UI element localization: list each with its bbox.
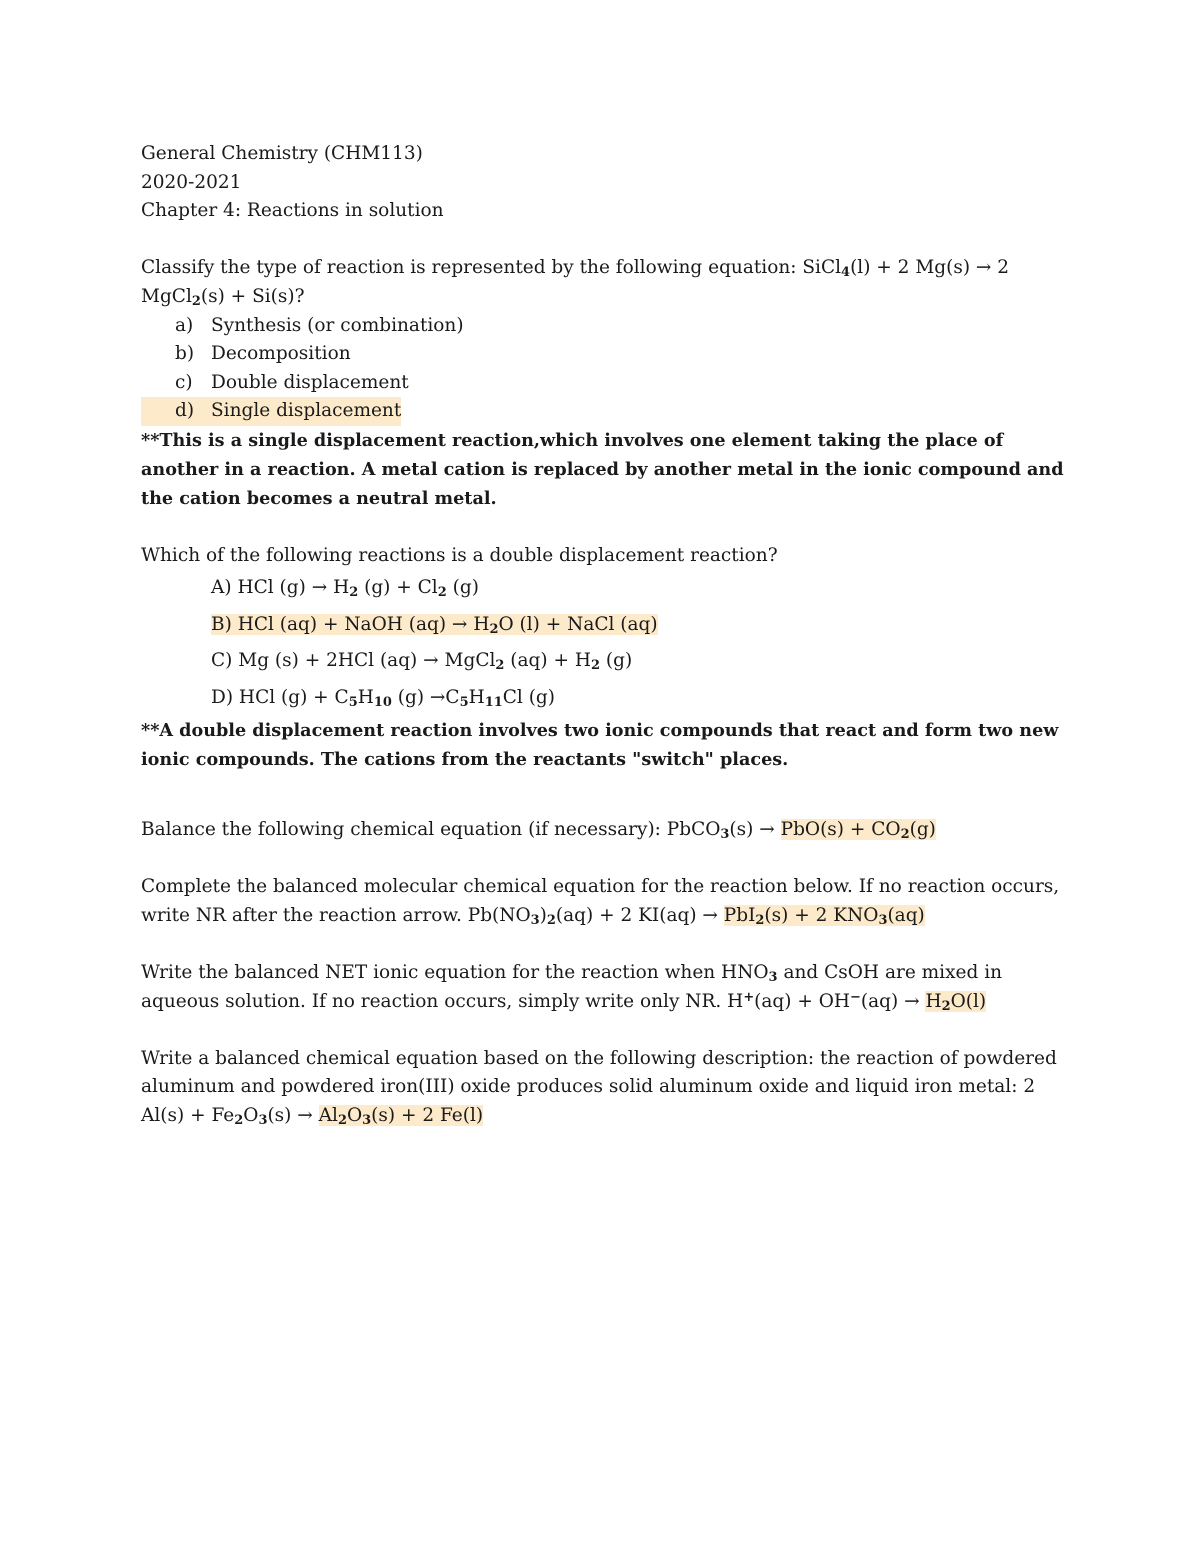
question-1-options (141, 312, 1066, 426)
option-B-answer: B) HCl (aq) + NaOH $(aq) \to H_2O$ (l) + NaCl (aq) (211, 613, 658, 637)
question-4: Complete the balanced molecular chemical equation for the reaction below. If no reaction occurs, write NR after the reaction arrow. $Pb(NO_3)_2(aq) + 2$ KI(aq) → PbI$_2$(s) + 2 $KNO_3(aq)$ (141, 876, 1060, 928)
question-6-answer: $Al_2O_3(s) + 2$ Fe(l) (318, 1105, 484, 1129)
option-d-answer: d) Single displacement (141, 397, 1066, 426)
question-3: Balance the following chemical equation (if necessary): PbCO$_3$(s) → $PbO(s) + CO_2(g)$ (141, 819, 936, 843)
question-2-options (141, 570, 1066, 716)
question-5: Write the balanced NET ionic equation for the reaction when $HNO_3$ and CsOH are mixed in aqueous solution. If no reaction occurs, simply write only NR. $H^+(aq) + OH^-(aq) \to H_2O(l)$ (141, 962, 1003, 1014)
question-6: Write a balanced chemical equation based on the following description: the reaction of powdered aluminum and powdered iron(III) oxide produces solid aluminum oxide and liquid iron metal: 2 $Al(s) + Fe_2O_3(s) \to Al_2O_3(s) + 2$ Fe(l) (141, 1047, 1057, 1129)
option-b: b) Decomposition (175, 343, 351, 365)
question-5-answer: $H_2O(l)$ (925, 990, 987, 1014)
option-D: D) HCl $(g) + C_5H_{10}$ $(g) \to C_5H_{11}Cl$ (g) (211, 686, 555, 710)
question-3-answer: $PbO(s) + CO_2(g)$ (780, 819, 936, 843)
document-body (141, 140, 1066, 1131)
course-title: General Chemistry (CHM113) (141, 143, 423, 164)
option-C: C) Mg (s) + 2HCl (aq) → MgCl$_2$ $(aq) + H_2$ (g) (211, 650, 633, 674)
question-1-stem: Classify the type of reaction is represented by the following equation: SiCl$_4$(l) + 2 Mg(s) → 2 MgCl$_2$(s) + Si(s)? (141, 257, 1010, 309)
option-a: a) Synthesis (or combination) (175, 314, 464, 336)
chapter-title: Chapter 4: Reactions in solution (141, 200, 444, 222)
question-1-explanation: **This is a single displacement reaction,which involves one element taking the place of another in a reaction. A metal cation is replaced by another metal in the ionic compound and the cation becomes a neutral metal. (141, 429, 1064, 509)
question-2-stem: Which of the following reactions is a double displacement reaction? (141, 544, 778, 566)
academic-year: 2020-2021 (141, 171, 242, 193)
option-A: A) HCl $(g) \to H_2$ $(g) + Cl_2$ (g) (211, 577, 479, 601)
question-4-answer: PbI$_2$(s) + 2 $KNO_3(aq)$ (723, 904, 925, 928)
option-c: c) Double displacement (175, 371, 409, 393)
question-2-explanation: **A double displacement reaction involves two ionic compounds that react and form two new ionic compounds. The cations from the reactants "switch" places. (141, 720, 1059, 771)
